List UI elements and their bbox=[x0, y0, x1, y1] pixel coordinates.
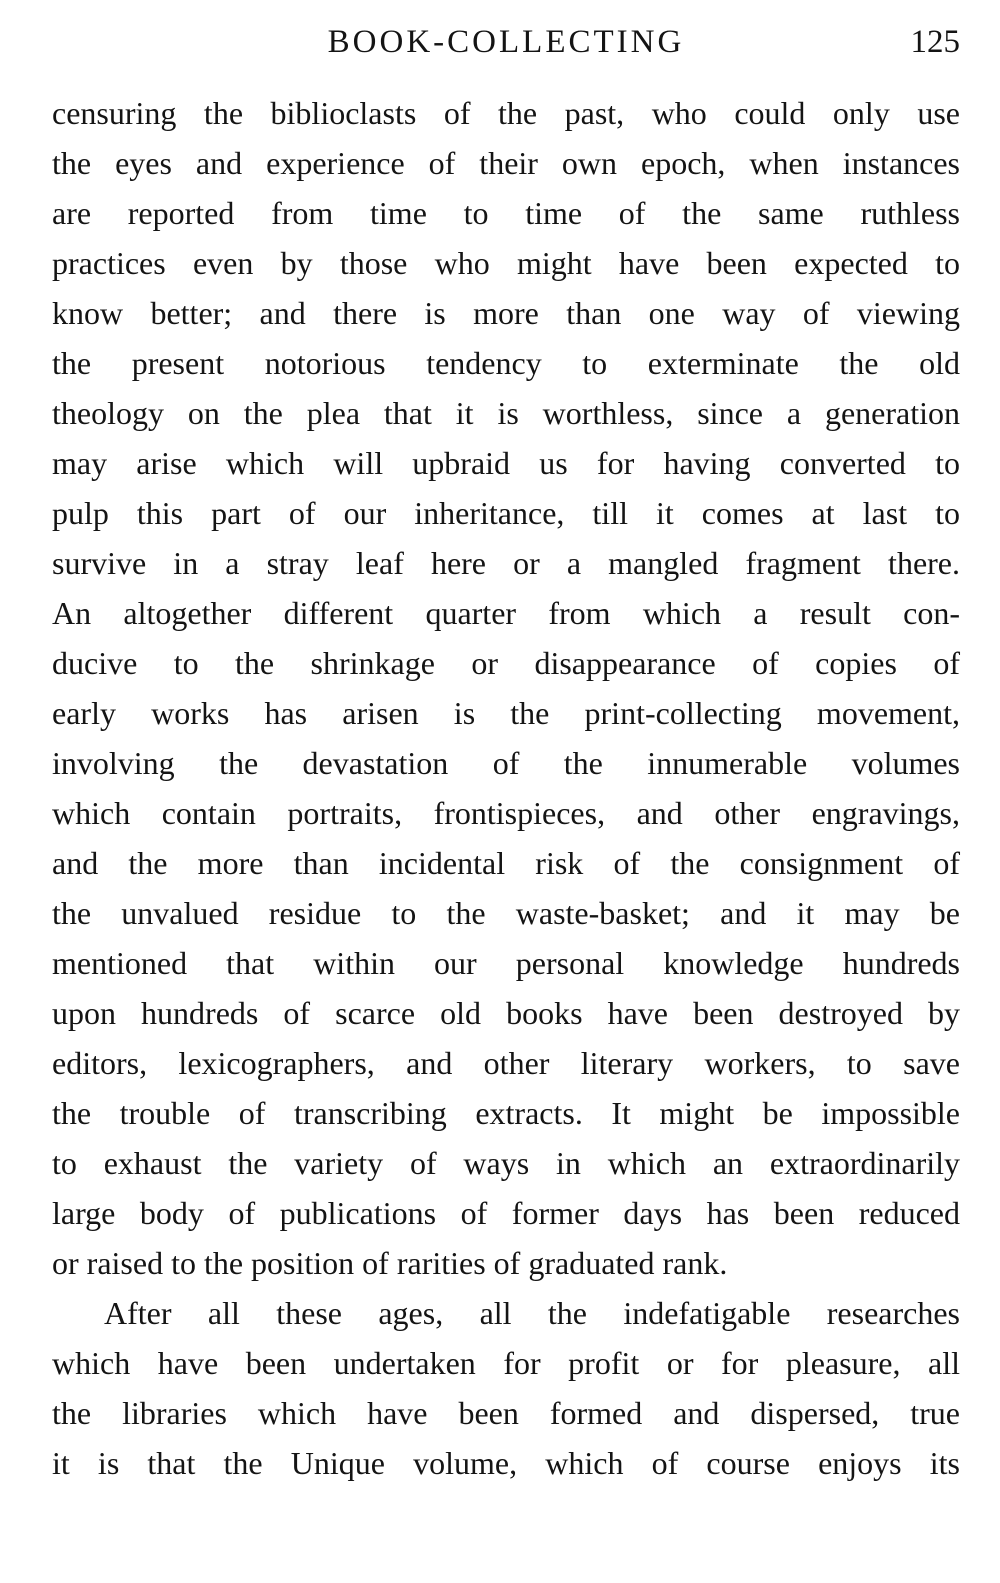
text-line: involving the devastation of the innumerable volumes bbox=[52, 745, 960, 781]
text-line: mentioned that within our personal knowledge hundreds bbox=[52, 945, 960, 981]
text-line: censuring the biblioclasts of the past, who could only use bbox=[52, 95, 960, 131]
text-line: the present notorious tendency to exterminate the old bbox=[52, 345, 960, 381]
text-line: survive in a stray leaf here or a mangled fragment there. bbox=[52, 545, 960, 581]
text-line: which contain portraits, frontispieces, and other engravings, bbox=[52, 795, 960, 831]
text-line: upon hundreds of scarce old books have been destroyed by bbox=[52, 995, 960, 1031]
paragraph-2 bbox=[52, 1288, 960, 1488]
text-line: or raised to the position of rarities of graduated rank. bbox=[52, 1245, 728, 1281]
text-line: An altogether different quarter from which a result con- bbox=[52, 595, 960, 631]
text-line: to exhaust the variety of ways in which an extraordinarily bbox=[52, 1145, 960, 1181]
text-line: editors, lexicographers, and other literary workers, to save bbox=[52, 1045, 960, 1081]
text-line: practices even by those who might have been expected to bbox=[52, 245, 960, 281]
text-line: the unvalued residue to the waste-basket; and it may be bbox=[52, 895, 960, 931]
text-line: large body of publications of former days has been reduced bbox=[52, 1195, 960, 1231]
body-text bbox=[52, 88, 960, 1488]
text-line: the libraries which have been formed and dispersed, true bbox=[52, 1395, 960, 1431]
text-line: the eyes and experience of their own epoch, when instances bbox=[52, 145, 960, 181]
text-line: After all these ages, all the indefatigable researches bbox=[104, 1295, 960, 1331]
text-line: which have been undertaken for profit or for pleasure, all bbox=[52, 1345, 960, 1381]
text-line: pulp this part of our inheritance, till it comes at last to bbox=[52, 495, 960, 531]
text-line: may arise which will upbraid us for having converted to bbox=[52, 445, 960, 481]
text-line: the trouble of transcribing extracts. It might be impossible bbox=[52, 1095, 960, 1131]
text-line: are reported from time to time of the same ruthless bbox=[52, 195, 960, 231]
text-line: know better; and there is more than one way of viewing bbox=[52, 295, 960, 331]
text-line: ducive to the shrinkage or disappearance of copies of bbox=[52, 645, 960, 681]
text-line: early works has arisen is the print-collecting movement, bbox=[52, 695, 960, 731]
text-line: it is that the Unique volume, which of course enjoys its bbox=[52, 1445, 960, 1481]
text-line: and the more than incidental risk of the consignment of bbox=[52, 845, 960, 881]
text-line: theology on the plea that it is worthless, since a generation bbox=[52, 395, 960, 431]
running-head bbox=[52, 20, 960, 64]
running-title: BOOK-COLLECTING bbox=[327, 24, 685, 60]
page-number: 125 bbox=[910, 24, 960, 60]
paragraph-1 bbox=[52, 88, 960, 1288]
